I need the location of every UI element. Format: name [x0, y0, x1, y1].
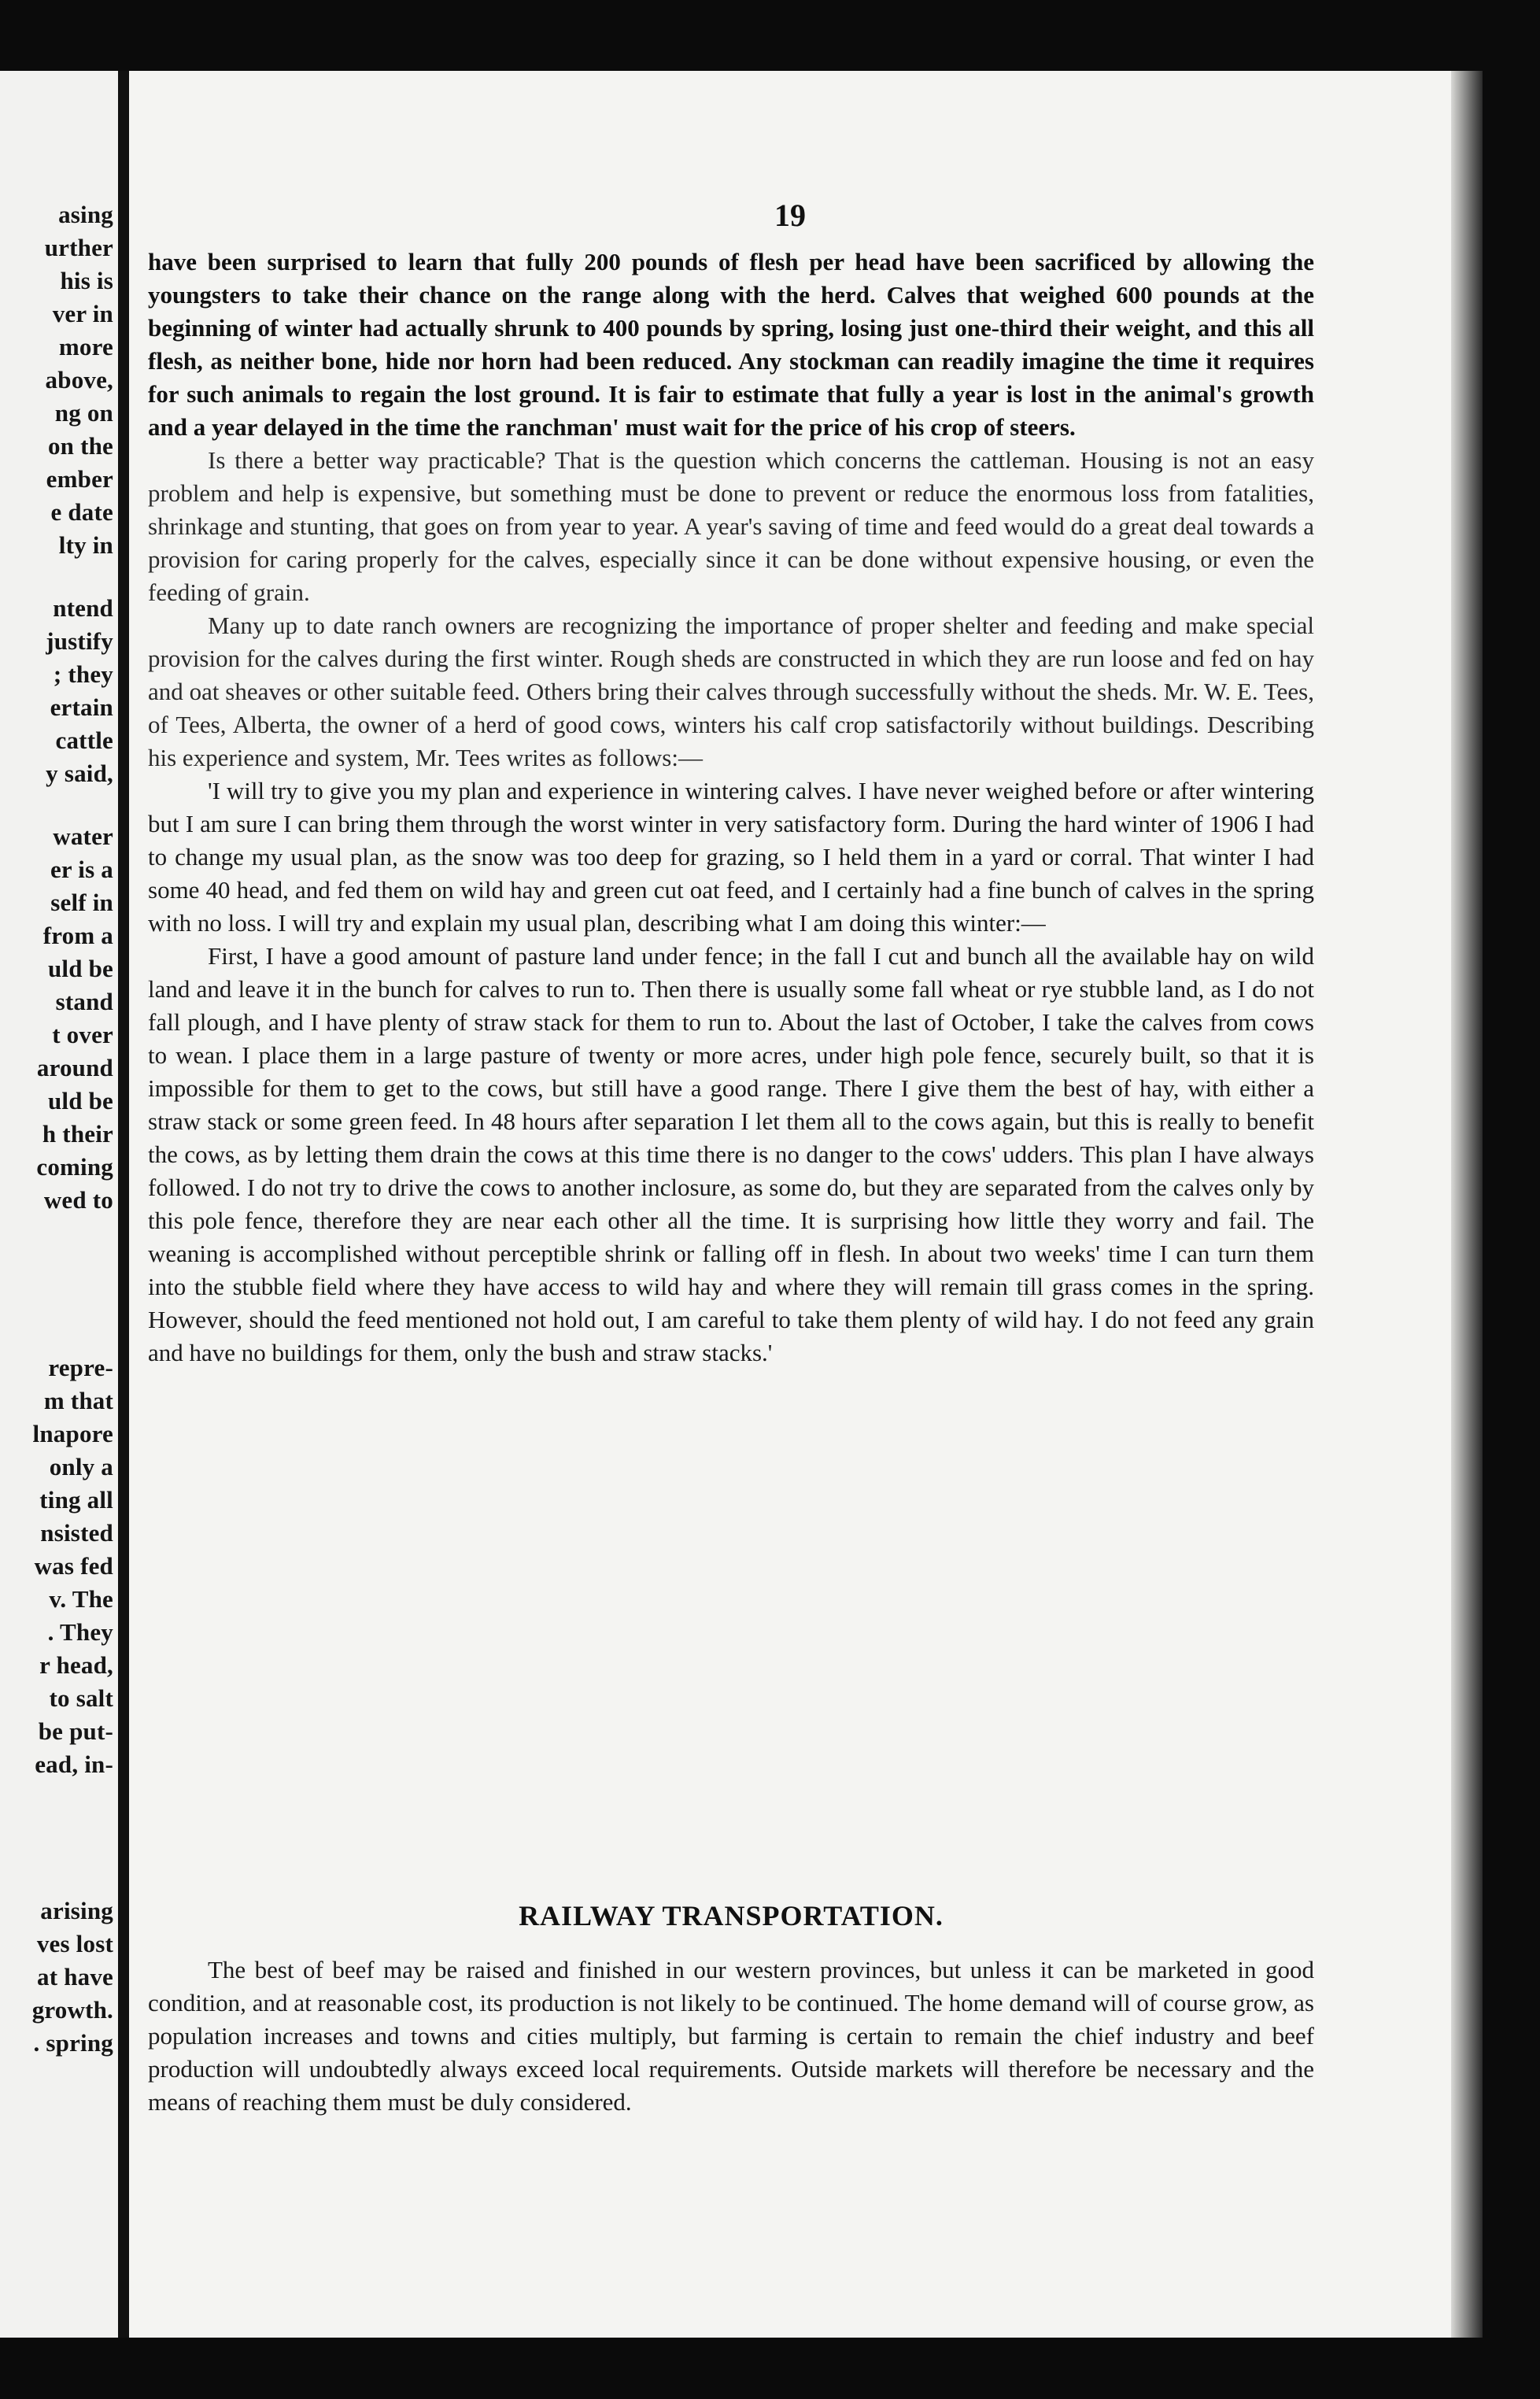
adjacent-page-text-fragment: y said, [46, 760, 113, 787]
paragraph-5: First, I have a good amount of pasture land under fence; in the fall I cut and bunch all the available hay on wild land and leave it in the bunch for calves to run to. Then there is usually some fall wheat or rye stubble land, as I do not fall plough, and I have plenty of straw stack for them to run to. About the last of October, I take the calves from cows to wean. I place them in a large pasture of twenty or more acres, under high pole fence, securely built, so that it is impossible for them to get to the cows, but still have a good range. There I give them the best of hay, with either a straw stack or some green feed. In 48 hours after separation I let them all to the cows again, but this is really to benefit the cows, as by letting them drain the cows at this time there is no danger to the cows' udders. This plan I have always followed. I do not try to drive the cows to another inclosure, as some do, but they are separated from the calves only by this pole fence, therefore they are near each other all the time. It is surprising how little they worry and fail. The weaning is accomplished without perceptible shrink or falling off in flesh. In about two weeks' time I can turn them into the stubble field where they have access to wild hay and where they will remain till grass comes in the spring. However, should the feed mentioned not hold out, I am careful to take them plenty of wild hay. I do not feed any grain and have no buildings for them, only the bush and straw stacks.' [148, 942, 1314, 1366]
paragraph-4: 'I will try to give you my plan and experience in wintering calves. I have never weighed before or after wintering but I am sure I can bring them through the worst winter in very satisfactory form. During the hard winter of 1906 I had to change my usual plan, as the snow was too deep for grazing, so I held them in a yard or corral. That winter I had some 40 head, and fed them on wild hay and green cut oat feed, and I certainly had a fine bunch of calves in the spring with no loss. I will try and explain my usual plan, describing what I am doing this winter:— [148, 777, 1314, 937]
adjacent-page-text-fragment: ting all [39, 1486, 113, 1514]
section-body-text [148, 1954, 1314, 2119]
page-edge-shadow [1451, 71, 1483, 2338]
adjacent-page-text-fragment: growth. [31, 1996, 113, 2024]
adjacent-page-text-fragment: repre- [48, 1354, 113, 1381]
adjacent-page-text-fragment: ; they [53, 660, 113, 688]
adjacent-page-text-fragment: his is [60, 267, 113, 294]
adjacent-page-text-fragment: from a [42, 922, 113, 949]
adjacent-page-text-fragment: above, [45, 366, 113, 394]
adjacent-page-text-fragment: stand [55, 988, 113, 1015]
adjacent-page-text-fragment: . They [47, 1618, 113, 1646]
adjacent-page-text-fragment: v. The [49, 1585, 113, 1613]
adjacent-page-text-fragment: lnapore [32, 1420, 113, 1447]
adjacent-page-text-fragment: water [53, 822, 113, 850]
body-text [148, 246, 1314, 1370]
adjacent-page-text-fragment: on the [47, 432, 113, 460]
adjacent-page-text-fragment: er is a [50, 856, 113, 883]
section-paragraph-1: The best of beef may be raised and finished in our western provinces, but unless it can be marketed in good condition, and at reasonable cost, its production is not likely to be continued. The home demand will of course grow, as population increases and towns and cities multiply, but farming is certain to remain the chief industry and beef production will undoubtedly always exceed local requirements. Outside markets will therefore be necessary and the means of reaching them must be duly considered. [148, 1956, 1314, 2116]
adjacent-page-fragment [0, 71, 118, 2338]
adjacent-page-text-fragment: ng on [54, 399, 113, 427]
page-number: 19 [774, 198, 806, 233]
adjacent-page-text-fragment: ember [46, 465, 113, 493]
adjacent-page-text-fragment: to salt [49, 1684, 113, 1712]
adjacent-page-text-fragment: nsisted [40, 1519, 113, 1547]
adjacent-page-text-fragment: m that [43, 1387, 113, 1414]
adjacent-page-text-fragment: around [36, 1054, 113, 1081]
adjacent-page-text-fragment: ves lost [36, 1930, 113, 1957]
paragraph-2: Is there a better way practicable? That is the question which concerns the cattleman. Housing is not an easy problem and help is expensive, but something must be done to prevent or reduce the enormous loss from fatalities, shrinkage and stunting, that goes on from year to year. A year's saving of time and feed would do a great deal towards a provision for caring properly for the calves, especially since it can be done without expensive housing, or even the feeding of grain. [148, 446, 1314, 606]
page [129, 71, 1451, 2338]
adjacent-page-text-fragment: was fed [34, 1552, 113, 1580]
adjacent-page-text-fragment: . spring [33, 2029, 113, 2057]
adjacent-page-text-fragment: cattle [55, 726, 113, 754]
adjacent-page-text-fragment: urther [44, 234, 113, 261]
adjacent-page-text-fragment: arising [40, 1897, 113, 1924]
adjacent-page-text-fragment: self in [50, 889, 113, 916]
adjacent-page-text-fragment: t over [52, 1021, 113, 1048]
adjacent-page-text-fragment: justify [46, 627, 113, 655]
adjacent-page-text-fragment: ntend [53, 594, 113, 622]
paragraph-1: have been surprised to learn that fully 200 pounds of flesh per head have been sacrificed by allowing the youngsters to take their chance on the range along with the herd. Calves that weighed 600 pounds at the beginning of winter had actually shrunk to 400 pounds by spring, losing just one-third their weight, and this all flesh, as neither bone, hide nor horn had been reduced. Any stockman can readily imagine the time it requires for such animals to regain the lost ground. It is fair to estimate that fully a year is lost in the animal's growth and a year delayed in the time the ranchman' must wait for the price of his crop of steers. [148, 248, 1314, 441]
adjacent-page-text-fragment: be put- [38, 1717, 113, 1745]
adjacent-page-text-fragment: ead, in- [35, 1750, 113, 1778]
adjacent-page-text-fragment: wed to [43, 1186, 113, 1214]
adjacent-page-text-fragment: more [58, 333, 113, 360]
adjacent-page-text-fragment: lty in [58, 531, 113, 559]
adjacent-page-text-fragment: at have [37, 1963, 113, 1991]
adjacent-page-text-fragment: e date [50, 498, 113, 526]
adjacent-page-text-fragment: ver in [52, 300, 113, 327]
adjacent-page-text-fragment: only a [49, 1453, 113, 1480]
adjacent-page-text-fragment: r head, [39, 1651, 113, 1679]
adjacent-page-text-fragment: h their [42, 1120, 113, 1148]
adjacent-page-text-fragment: uld be [47, 955, 113, 982]
adjacent-page-text-fragment: uld be [47, 1087, 113, 1114]
page-gutter [118, 71, 129, 2338]
adjacent-page-text-fragment: asing [58, 201, 113, 228]
adjacent-page-text-fragment: coming [36, 1153, 113, 1181]
paragraph-3: Many up to date ranch owners are recognizing the importance of proper shelter and feeding and make special provision for the calves during the first winter. Rough sheds are constructed in which they are run loose and fed on hay and oat sheaves or other suitable feed. Others bring their calves through successfully without the sheds. Mr. W. E. Tees, of Tees, Alberta, the owner of a herd of good cows, winters his calf crop satisfactorily without buildings. Describing his experience and system, Mr. Tees writes as follows:— [148, 612, 1314, 771]
section-heading: RAILWAY TRANSPORTATION. [519, 1900, 944, 1931]
adjacent-page-text-fragment: ertain [50, 693, 113, 721]
